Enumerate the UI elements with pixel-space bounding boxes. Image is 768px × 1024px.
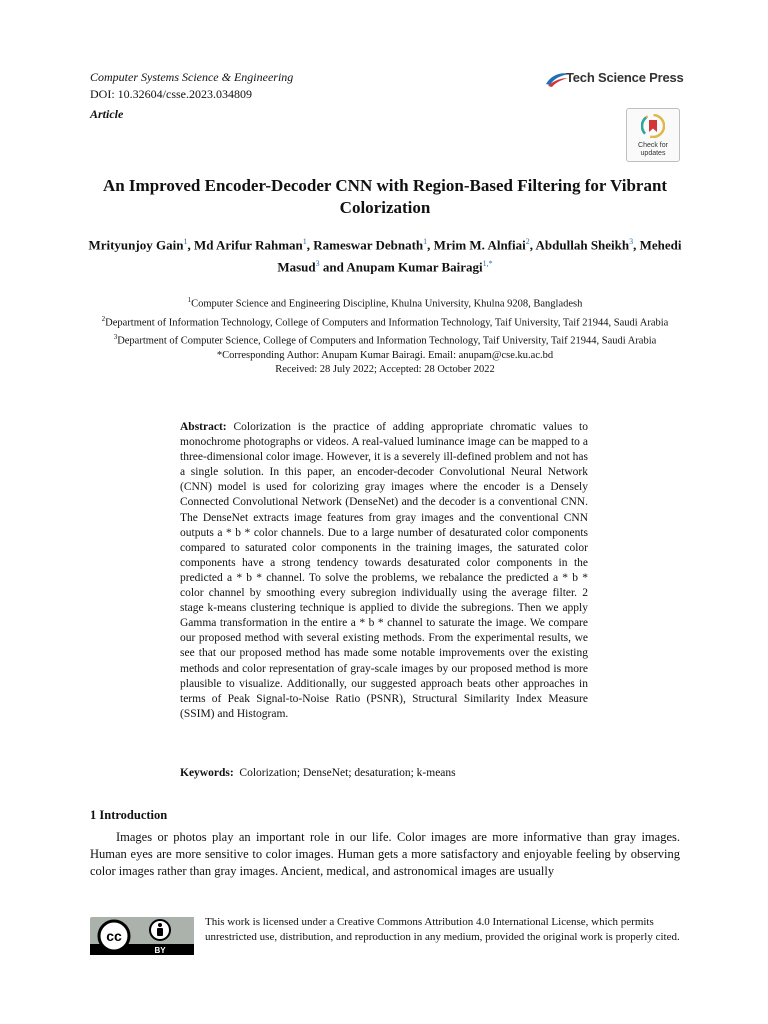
affiliation-item	[80, 330, 690, 349]
keywords	[180, 767, 588, 779]
author-separator: ,	[529, 237, 536, 253]
check-for-updates-badge[interactable]	[626, 108, 680, 162]
affiliation-number: 3	[113, 333, 118, 341]
publisher-logo[interactable]	[544, 68, 684, 90]
author-affiliation-ref[interactable]: 2	[525, 237, 530, 246]
intro-paragraph: Images or photos play an important role in our life. Color images are more informative than gray images. Human eyes are more sensitive to color images. Human gets a more satisfactory and enjoyable feeling by observing color images rather than gray images. Ancient, medical, and astronomical images are usually	[90, 830, 680, 878]
author-affiliation-ref[interactable]: 1,*	[482, 259, 493, 269]
abstract-label: Abstract:	[180, 421, 227, 433]
publisher-name: Tech Science Press	[566, 70, 684, 85]
affiliation-number: 1	[187, 296, 192, 304]
author-affiliation-ref[interactable]: 3	[315, 259, 320, 269]
bookmark-icon	[641, 114, 665, 138]
affiliation-text: Department of Computer Science, College of Computers and Information Technology, Taif University, Taif 21944, Saudi Arabia	[117, 335, 657, 347]
keywords-text: Colorization; DenseNet; desaturation; k-means	[239, 767, 456, 779]
badge-line1: Check for	[638, 142, 668, 149]
keywords-label: Keywords:	[180, 767, 234, 779]
author-name: Mrityunjoy Gain	[88, 237, 184, 253]
abstract-text: Colorization is the practice of adding appropriate chromatic values to monochrome photographs or videos. A real-valued luminance image can be mapped to a three-dimensional color image. However, it is a severely ill-defined problem and not has a single solution. In this paper, an encoder-decoder Convolutional Neural Network (CNN) model is used for colorizing gray images where the encoder is a Densely Connected Convolutional Network (DenseNet) and the decoder is a conventional CNN. The DenseNet extracts image features from gray images and the conventional CNN outputs a * b * color channels. Due to a large number of desaturated color components compared to saturated color components in the training images, the saturated color components have a strong tendency towards desaturated color components in the predicted a * b * channel. To solve the problems, we rebalance the predicted a * b * color channel by smoothing every subregion individually using the average filter. 2 stage k-means clustering technique is applied to divide the subregions. Then we apply Gamma transformation in the entire a * b * channel to saturate the image. We compare our proposed method with several existing methods. From the experimental results, we see that our proposed method has made some notable improvements over the existing methods and color representation of gray-scale images by our proposed method is more plausible to visualize. Additionally, our suggested approach beats other approaches in terms of Peak Signal-to-Noise Ratio (PSNR), Structural Similarity Index Measure (SSIM) and Histogram.	[180, 421, 589, 720]
received-dates: Received: 28 July 2022; Accepted: 28 October 2022	[275, 363, 495, 375]
license-text: This work is licensed under a Creative Commons Attribution 4.0 International License, which permits unrestricted use, distribution, and reproduction in any medium, provided the original work is properly cited.	[205, 916, 680, 943]
author-name: Abdullah Sheikh	[535, 237, 630, 253]
author-separator: ,	[633, 237, 640, 253]
affiliation-number: 2	[101, 314, 106, 323]
author-name: Md Arifur Rahman	[193, 237, 303, 253]
doi[interactable]: DOI: 10.32604/csse.2023.034809	[90, 87, 252, 101]
author-name: Rameswar Debnath	[313, 237, 424, 253]
affiliation-text: Computer Science and Engineering Discipline, Khulna University, Khulna 9208, Bangladesh	[191, 298, 583, 310]
author-name: Mehedi Masud	[277, 237, 682, 275]
author-affiliation-ref[interactable]: 1	[423, 237, 428, 246]
author-separator: ,	[306, 237, 314, 253]
journal-name: Computer Systems Science & Engineering	[90, 70, 294, 84]
author-affiliation-ref[interactable]: 1	[302, 237, 307, 246]
author-separator: and	[319, 259, 347, 275]
section-title: 1 Introduction	[90, 808, 168, 822]
by-label: BY	[154, 946, 166, 955]
paper-title: An Improved Encoder-Decoder CNN with Region-Based Filtering for Vibrant Colorization	[102, 176, 668, 217]
author-list	[80, 232, 690, 277]
author-name: Anupam Kumar Bairagi	[346, 259, 483, 275]
cc-label: cc	[106, 928, 122, 944]
author-separator: ,	[427, 237, 434, 253]
author-separator: ,	[187, 237, 194, 253]
author-name: Mrim M. Alnfiai	[433, 237, 526, 253]
cc-by-license-icon[interactable]	[90, 917, 194, 955]
author-affiliation-ref[interactable]: 1	[183, 237, 188, 246]
badge-line2: updates	[640, 150, 666, 157]
affiliation-text: Department of Information Technology, College of Computers and Information Technology, Taif University, Taif 21944, Saudi Arabia	[105, 317, 669, 328]
abstract	[180, 420, 588, 722]
corresponding-author: *Corresponding Author: Anupam Kumar Bairagi. Email: anupam@cse.ku.ac.bd	[216, 349, 554, 361]
article-type: Article	[90, 107, 124, 121]
author-affiliation-ref[interactable]: 3	[629, 237, 634, 246]
affiliation-item	[80, 312, 690, 331]
affiliations	[80, 293, 690, 377]
affiliation-item	[80, 293, 690, 312]
